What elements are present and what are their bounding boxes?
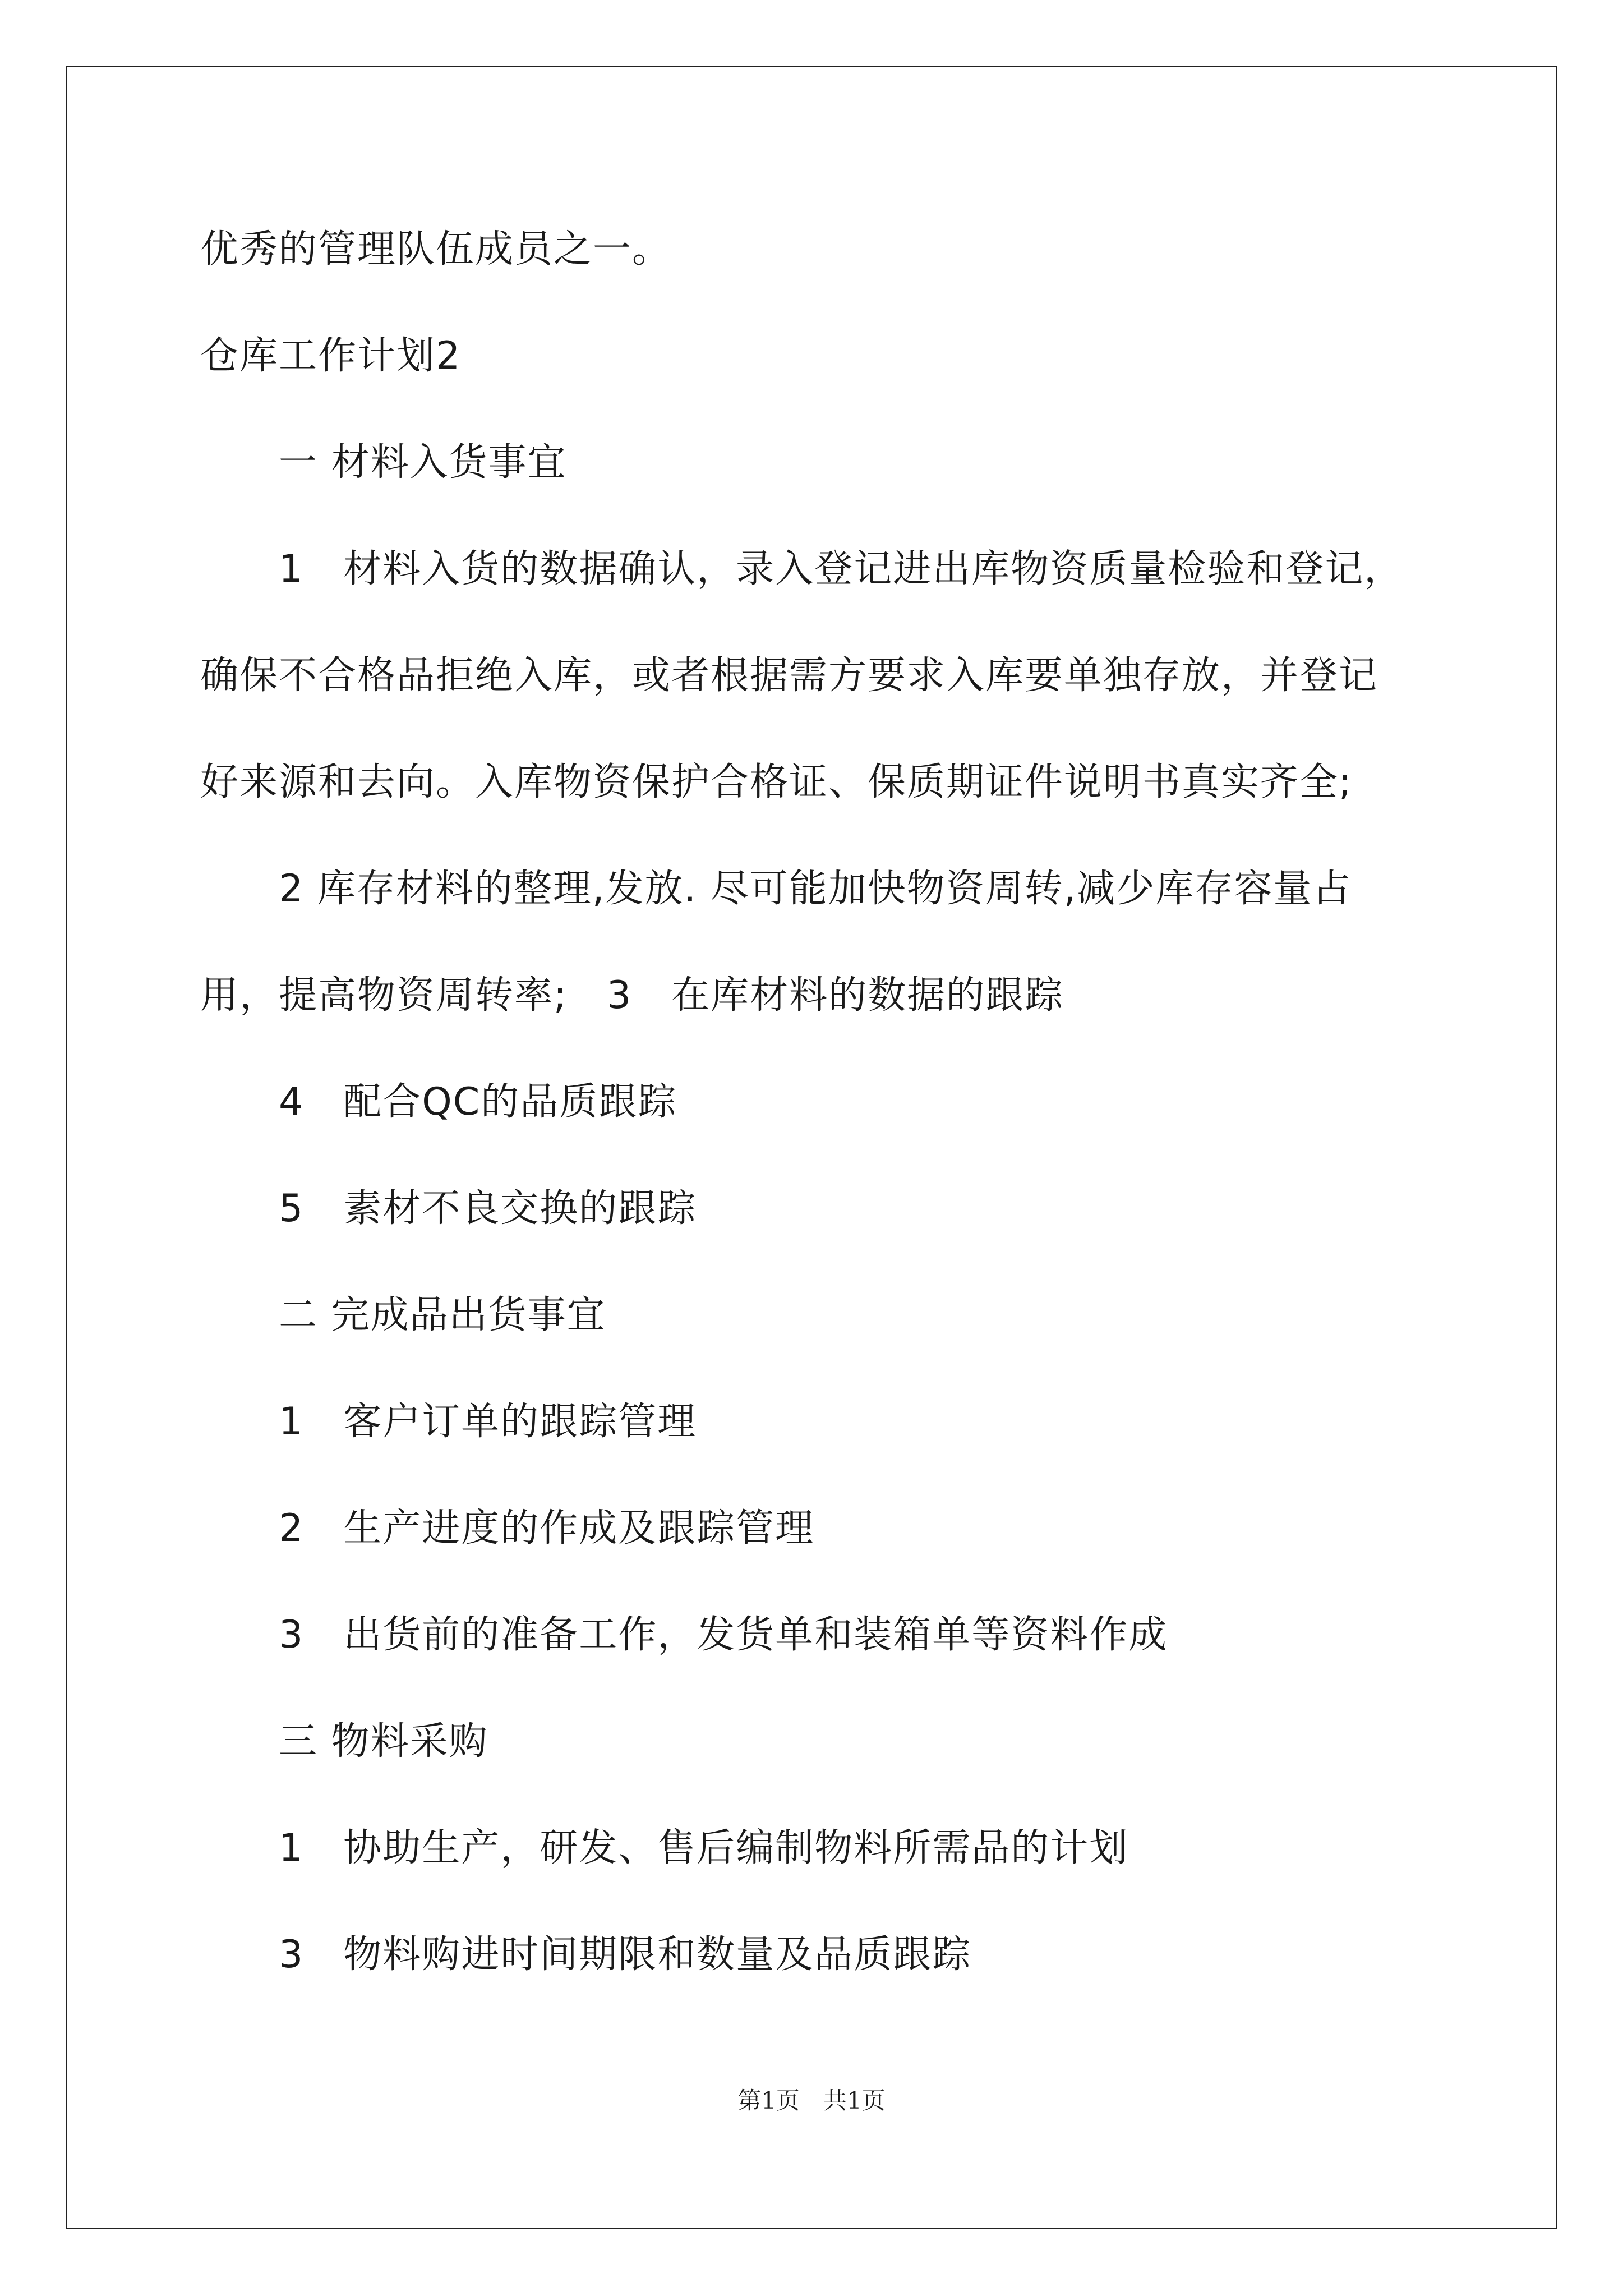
heading-3: 三 物料采购	[279, 1719, 488, 1764]
page-border	[66, 66, 1557, 2229]
page-number-footer: 第1页 共1页	[737, 2087, 886, 2114]
section-title: 仓库工作计划2	[200, 334, 462, 378]
text-line-4: 1 材料入货的数据确认，录入登记进出库物资质量检验和登记，	[279, 547, 1404, 591]
text-line-13: 2 生产进度的作成及跟踪管理	[279, 1506, 815, 1550]
heading-2: 二 完成品出货事宜	[279, 1293, 606, 1337]
text-line-12: 1 客户订单的跟踪管理	[279, 1400, 697, 1444]
text-line-16: 1 协助生产，研发、售后编制物料所需品的计划	[279, 1826, 1129, 1870]
text-line-14: 3 出货前的准备工作，发货单和装箱单等资料作成	[279, 1613, 1168, 1657]
text-line-8: 用，提高物资周转率; 3 在库材料的数据的跟踪	[200, 973, 1064, 1018]
text-line-5: 确保不合格品拒绝入库，或者根据需方要求入库要单独存放，并登记	[200, 654, 1378, 698]
text-line-17: 3 物料购进时间期限和数量及品质跟踪	[279, 1932, 972, 1977]
text-line-6: 好来源和去向。入库物资保护合格证、保质期证件说明书真实齐全;	[200, 760, 1353, 804]
heading-1: 一 材料入货事宜	[279, 440, 567, 485]
text-line-1: 优秀的管理队伍成员之一。	[200, 227, 672, 272]
text-line-7: 2 库存材料的整理,发放. 尽可能加快物资周转,减少库存容量占	[279, 867, 1352, 911]
text-line-9: 4 配合QC的品质跟踪	[279, 1080, 677, 1124]
text-line-10: 5 素材不良交换的跟踪	[279, 1186, 697, 1231]
